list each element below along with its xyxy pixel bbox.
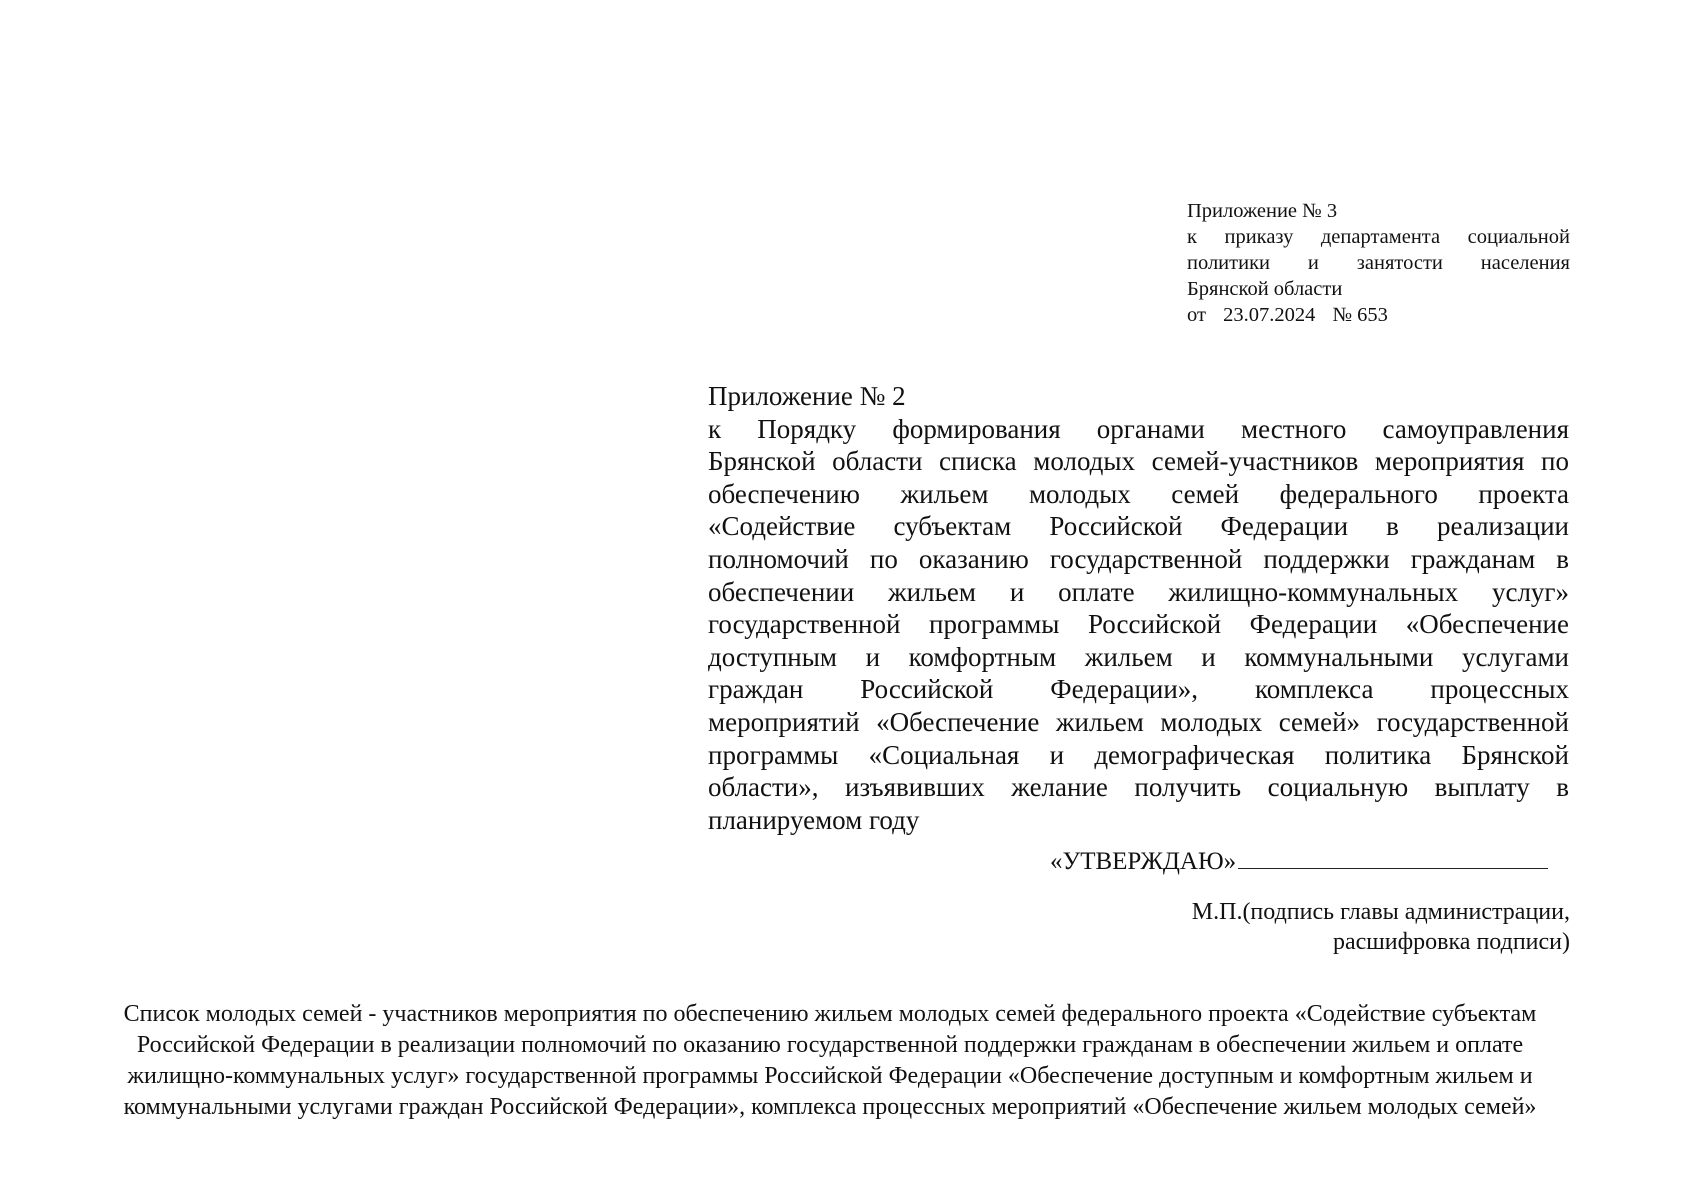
list-title-line: Список молодых семей - участников мероприятия по обеспечению жильем молодых семей федерального проекта «Содействие субъектам — [123, 1001, 1537, 1027]
appendix-2-line: государственной программы Российской Федерации «Обеспечение — [708, 609, 1569, 640]
appendix-2-line: доступным и комфортным жильем и коммунальными услугами — [708, 641, 1569, 672]
appendix-2-line: области», изъявивших желание получить социальную выплату в — [708, 772, 1569, 803]
order-number: № 653 — [1332, 304, 1388, 326]
appendix-2-line: Брянской области списка молодых семей-участников мероприятия по — [708, 446, 1569, 477]
appendix-3-title: Приложение № 3 — [1187, 200, 1338, 222]
order-date: 23.07.2024 — [1223, 304, 1316, 326]
list-title-line: коммунальными услугами граждан Российской Федерации», комплекса процессных мероприятий «Обеспечение жильем молодых семей» — [123, 1094, 1537, 1120]
appendix-2-line: «Содействие субъектам Российской Федерации в реализации — [708, 511, 1569, 542]
list-title-line: жилищно-коммунальных услуг» государственной программы Российской Федерации «Обеспечение доступным и комфортным жильем и — [127, 1063, 1533, 1089]
appendix-3-header — [1187, 198, 1570, 328]
appendix-3-line: Брянской области — [1187, 278, 1343, 300]
appendix-2-line: граждан Российской Федерации», комплекса процессных — [708, 674, 1569, 705]
appendix-3-line: к приказу департамента социальной — [1187, 226, 1570, 248]
appendix-2-line: полномочий по оказанию государственной поддержки гражданам в — [708, 543, 1569, 574]
appendix-2-line: мероприятий «Обеспечение жильем молодых семей» государственной — [708, 706, 1569, 737]
appendix-2-last-line: планируемом году — [708, 804, 920, 835]
appendix-2-line: к Порядку формирования органами местного самоуправления — [708, 413, 1569, 444]
appendix-2-line: обеспечению жильем молодых семей федерального проекта — [708, 478, 1569, 509]
list-title-line: Российской Федерации в реализации полномочий по оказанию государственной поддержки гражданам в обеспечении жильем и оплате — [136, 1032, 1524, 1058]
appendix-3-line: политики и занятости населения — [1187, 252, 1570, 274]
stamp-caption-line: М.П.(подпись главы администрации, — [1191, 899, 1570, 925]
approval-label: «УТВЕРЖДАЮ» — [1050, 848, 1237, 875]
date-prefix: от — [1187, 304, 1206, 326]
approval-line — [1050, 846, 1548, 877]
stamp-caption-line: расшифровка подписи) — [1333, 929, 1570, 955]
appendix-2-line: программы «Социальная и демографическая политика Брянской — [708, 739, 1569, 770]
stamp-caption — [1192, 897, 1570, 957]
appendix-2-line: обеспечении жильем и оплате жилищно-коммунальных услуг» — [708, 576, 1569, 607]
appendix-2-title: Приложение № 2 — [708, 381, 906, 411]
appendix-2-header — [708, 380, 1569, 836]
appendix-3-date-line — [1187, 302, 1570, 328]
list-title — [100, 999, 1560, 1123]
signature-line — [1238, 846, 1548, 869]
